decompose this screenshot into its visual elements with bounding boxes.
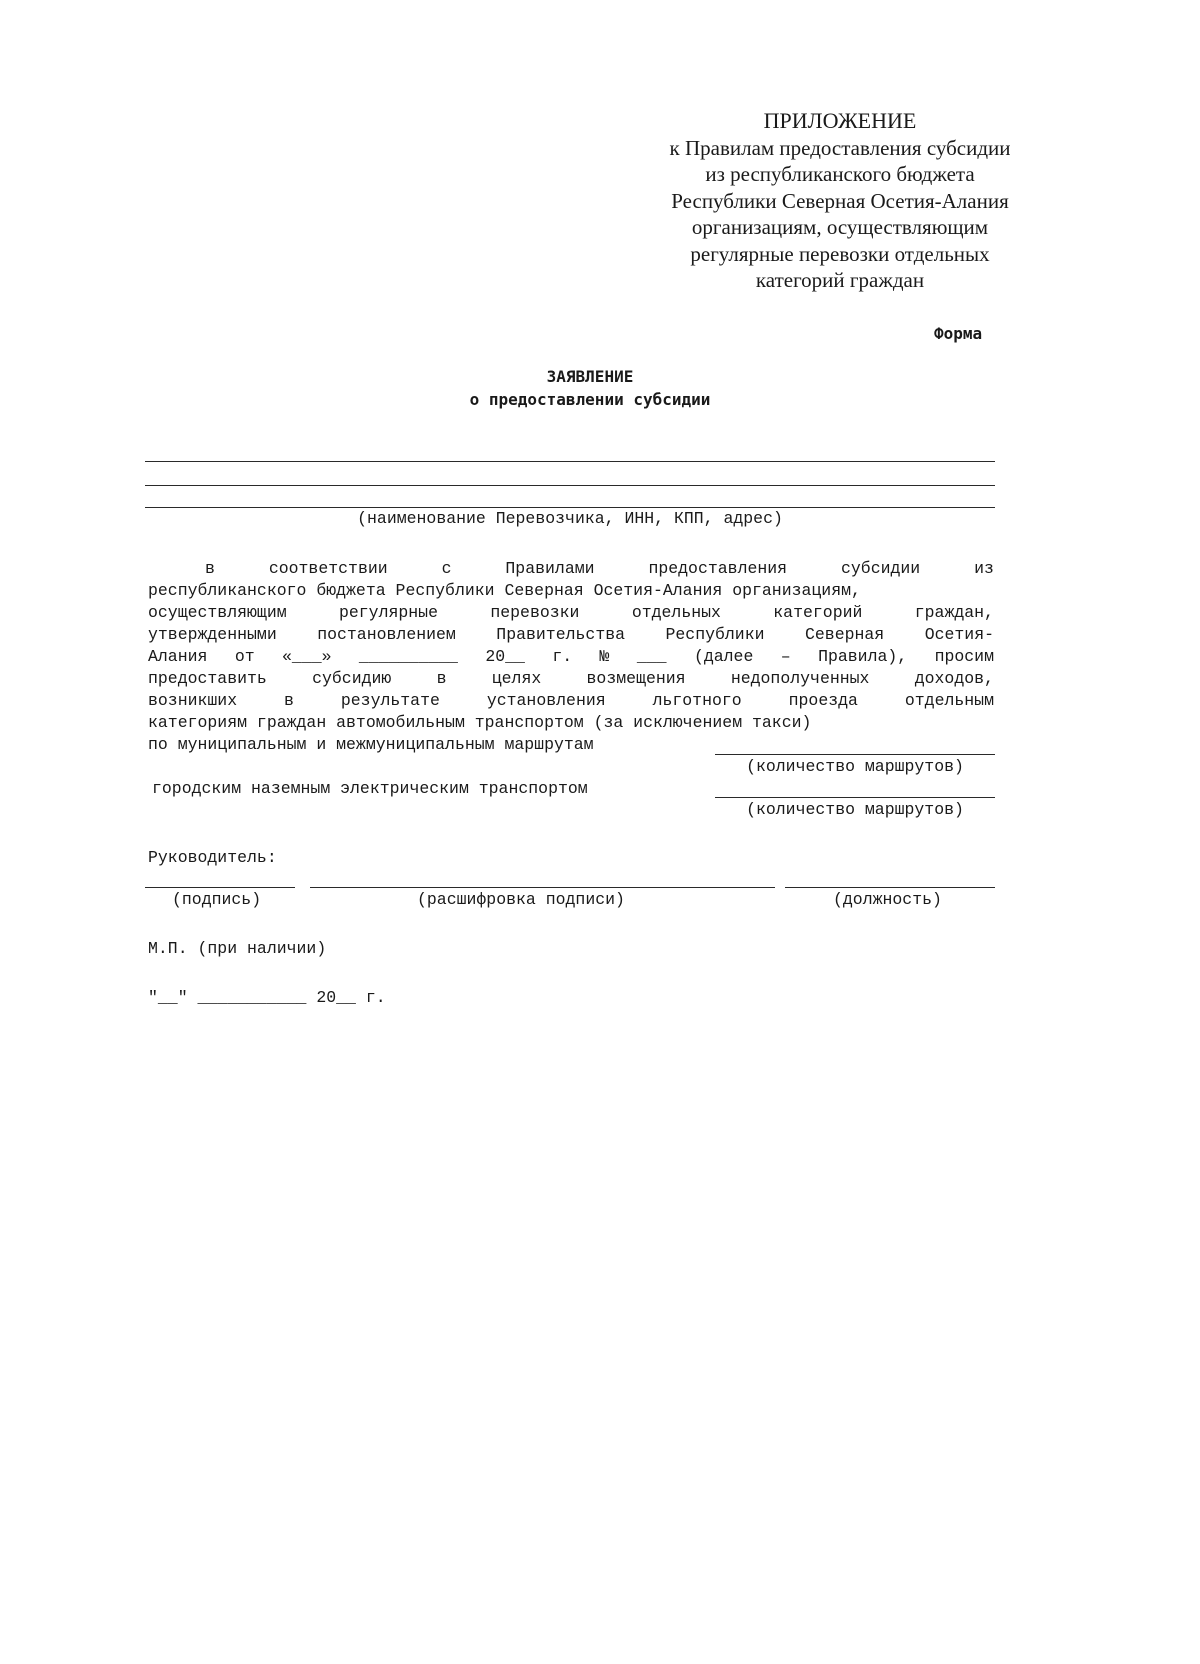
appendix-title: ПРИЛОЖЕНИЕ xyxy=(763,108,917,133)
routes-caption: (количество маршрутов) xyxy=(746,757,964,776)
head-label: Руководитель: xyxy=(148,848,277,867)
document-title: ЗАЯВЛЕНИЕ xyxy=(546,367,634,386)
applicant-blank-line[interactable] xyxy=(145,507,995,508)
document-subtitle: о предоставлении субсидии xyxy=(469,390,711,409)
appendix-line: к Правилам предоставления субсидии xyxy=(669,135,1011,160)
body-line: республиканского бюджета Республики Северная Осетия-Алания организациям, xyxy=(148,581,861,600)
appendix-line: регулярные перевозки отдельных xyxy=(690,241,990,266)
appendix-line: категорий граждан xyxy=(755,268,925,292)
form-label: Форма xyxy=(934,324,983,343)
signature-field[interactable] xyxy=(145,887,295,888)
routes-count-field[interactable] xyxy=(715,797,995,798)
position-field[interactable] xyxy=(785,887,995,888)
date-field[interactable]: "__" ___________ 20__ г. xyxy=(148,988,386,1007)
applicant-caption: (наименование Перевозчика, ИНН, КПП, адрес) xyxy=(357,509,783,528)
body-line: городским наземным электрическим транспортом xyxy=(152,779,588,798)
signature-decoding-field[interactable] xyxy=(310,887,775,888)
body-line: предоставить субсидию в целях возмещения недополученных доходов, xyxy=(148,669,994,688)
body-line: Алания от «___» __________ 20__ г. № ___ (далее – Правила), просим xyxy=(148,647,994,666)
routes-caption: (количество маршрутов) xyxy=(746,800,964,819)
signature-caption: (подпись) xyxy=(172,890,262,909)
applicant-blank-line[interactable] xyxy=(145,485,995,486)
body-line: в соответствии с Правилами предоставления субсидии из xyxy=(205,559,994,578)
body-line: утвержденными постановлением Правительства Республики Северная Осетия- xyxy=(148,625,994,644)
routes-count-field[interactable] xyxy=(715,754,995,755)
applicant-blank-line[interactable] xyxy=(145,461,995,462)
appendix-line: организациям, осуществляющим xyxy=(691,215,989,239)
appendix-line: из республиканского бюджета xyxy=(705,162,975,186)
body-line: осуществляющим регулярные перевозки отдельных категорий граждан, xyxy=(148,603,994,622)
position-caption: (должность) xyxy=(833,890,942,909)
appendix-header xyxy=(620,108,1060,294)
body-line: по муниципальным и межмуниципальным маршрутам xyxy=(148,735,594,754)
appendix-line: Республики Северная Осетия-Алания xyxy=(671,188,1009,213)
decoding-caption: (расшифровка подписи) xyxy=(417,890,625,909)
body-line: категориям граждан автомобильным транспортом (за исключением такси) xyxy=(148,713,812,732)
body-line: возникших в результате установления льготного проезда отдельным xyxy=(148,691,994,710)
stamp-label: М.П. (при наличии) xyxy=(148,939,327,958)
